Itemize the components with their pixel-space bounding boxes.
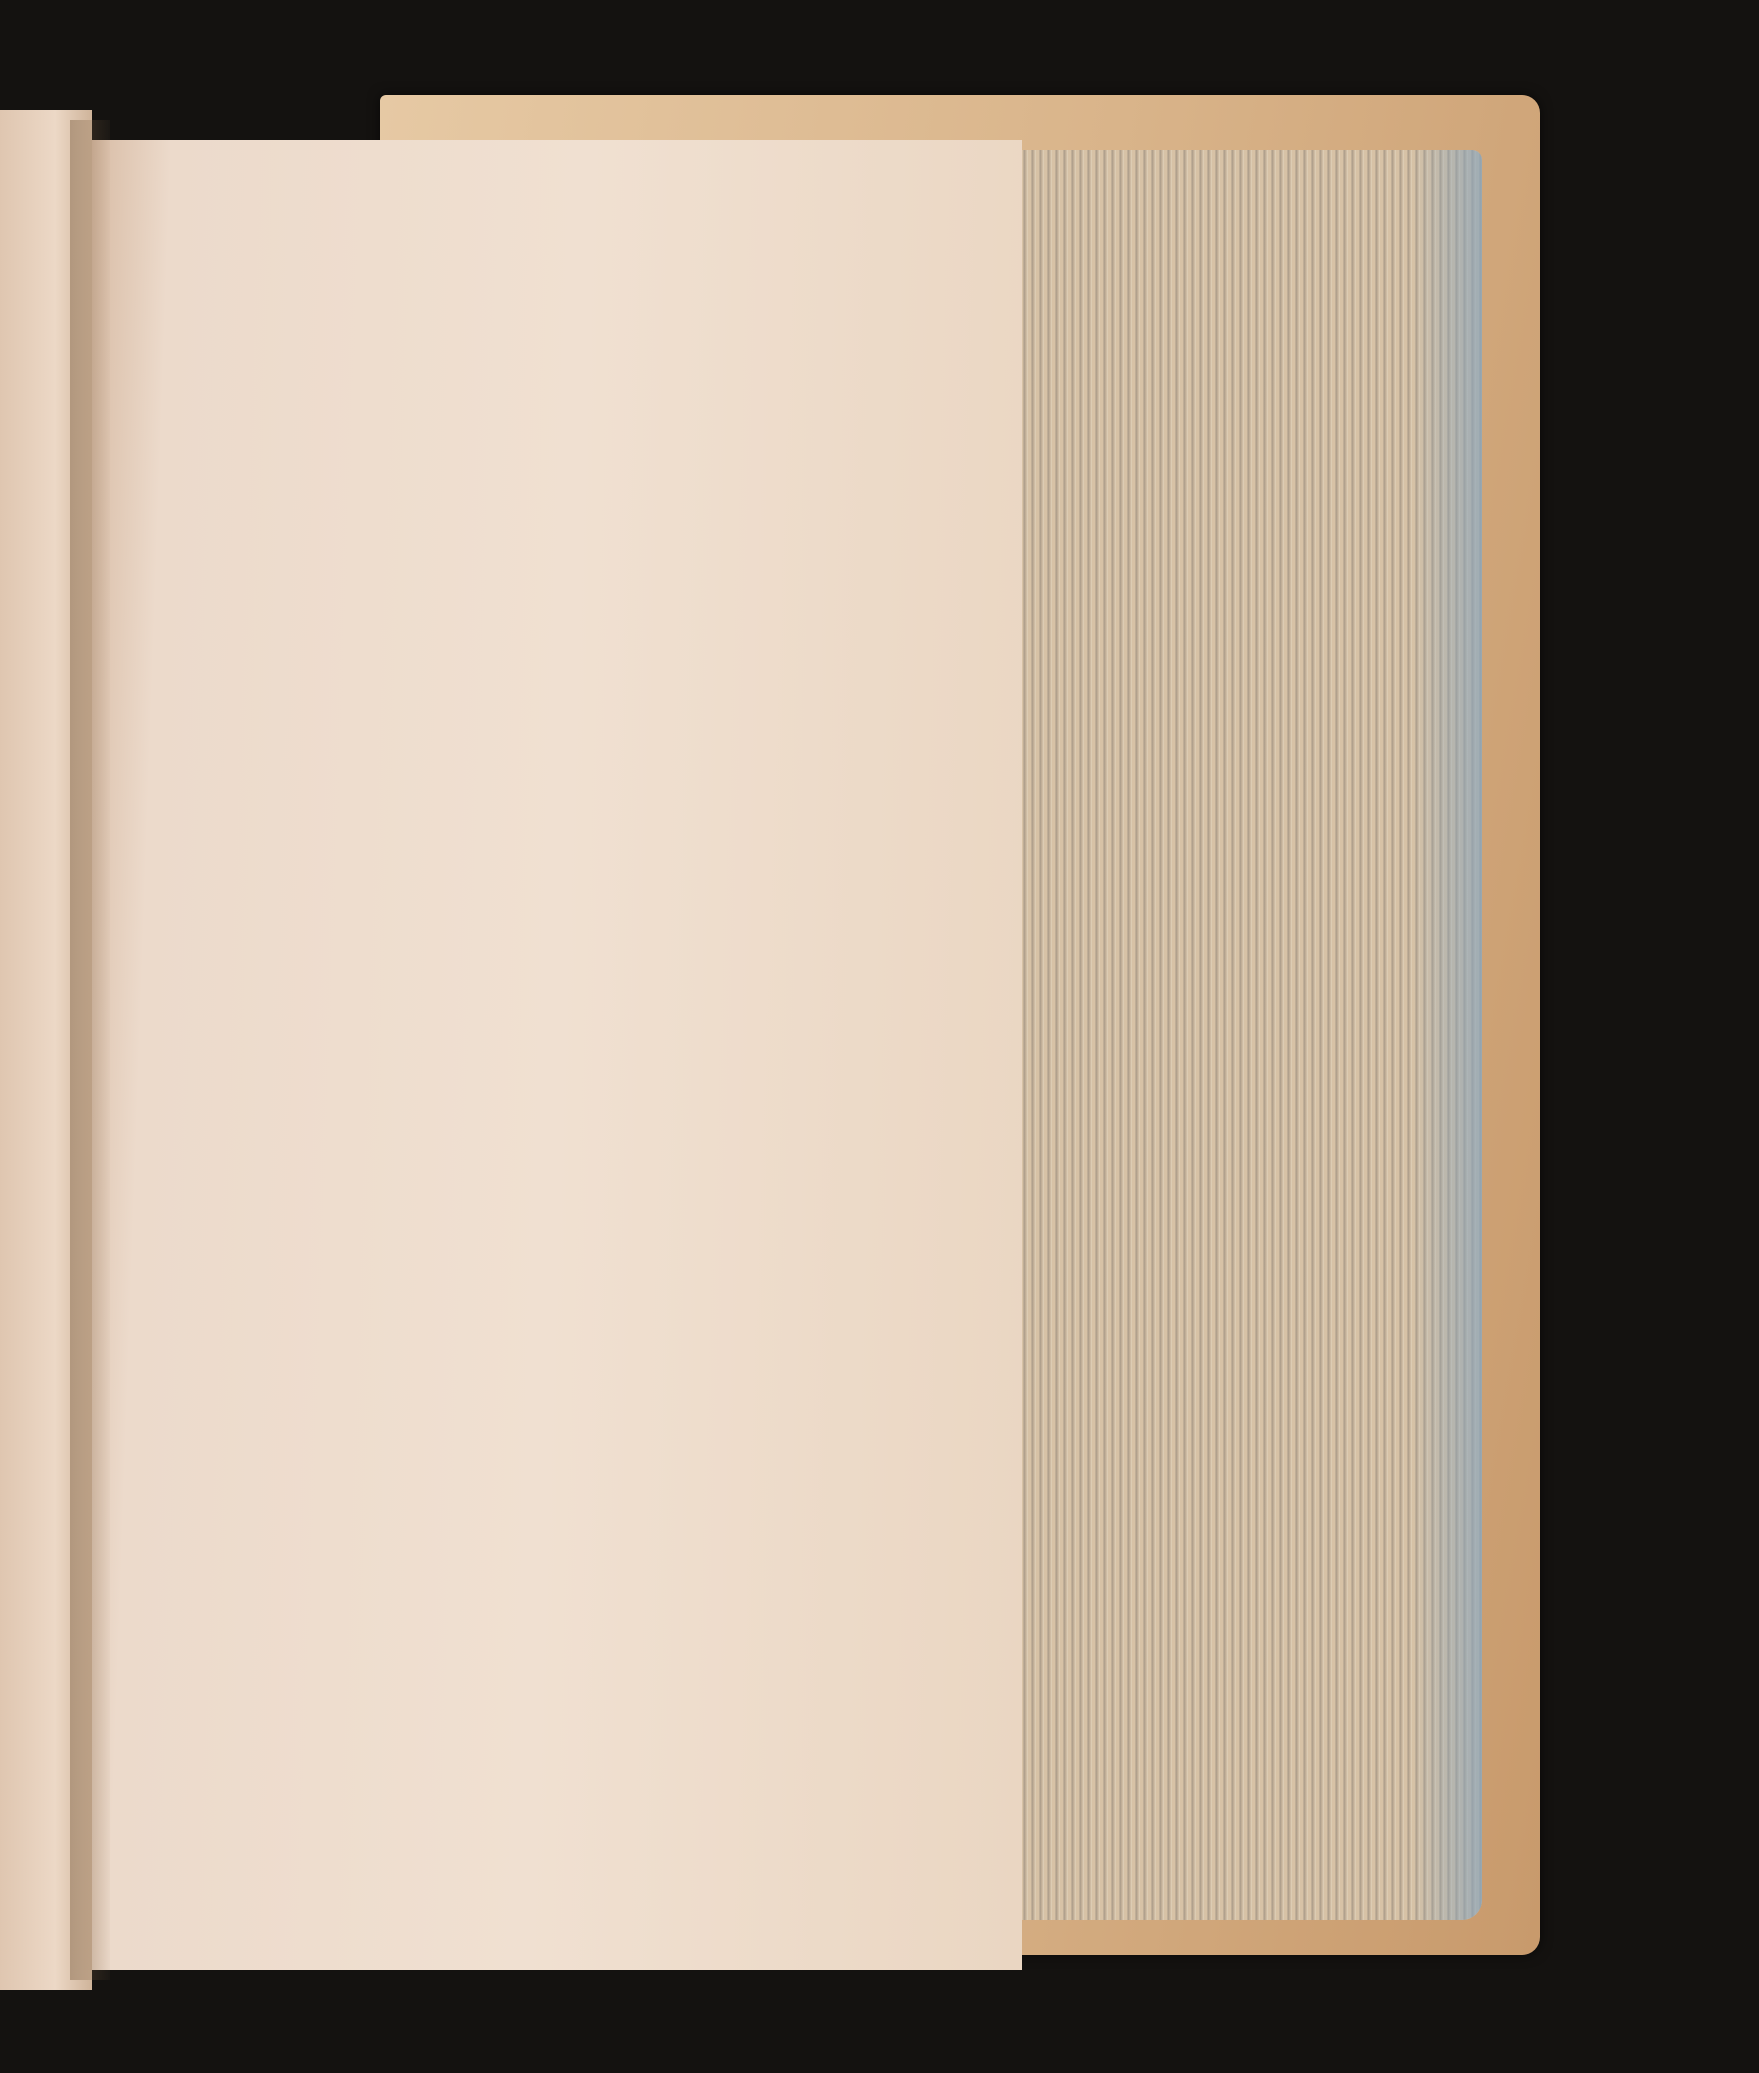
page-block-edge xyxy=(1010,150,1482,1920)
gutter-shadow xyxy=(70,120,110,1980)
right-page xyxy=(92,140,1022,1970)
